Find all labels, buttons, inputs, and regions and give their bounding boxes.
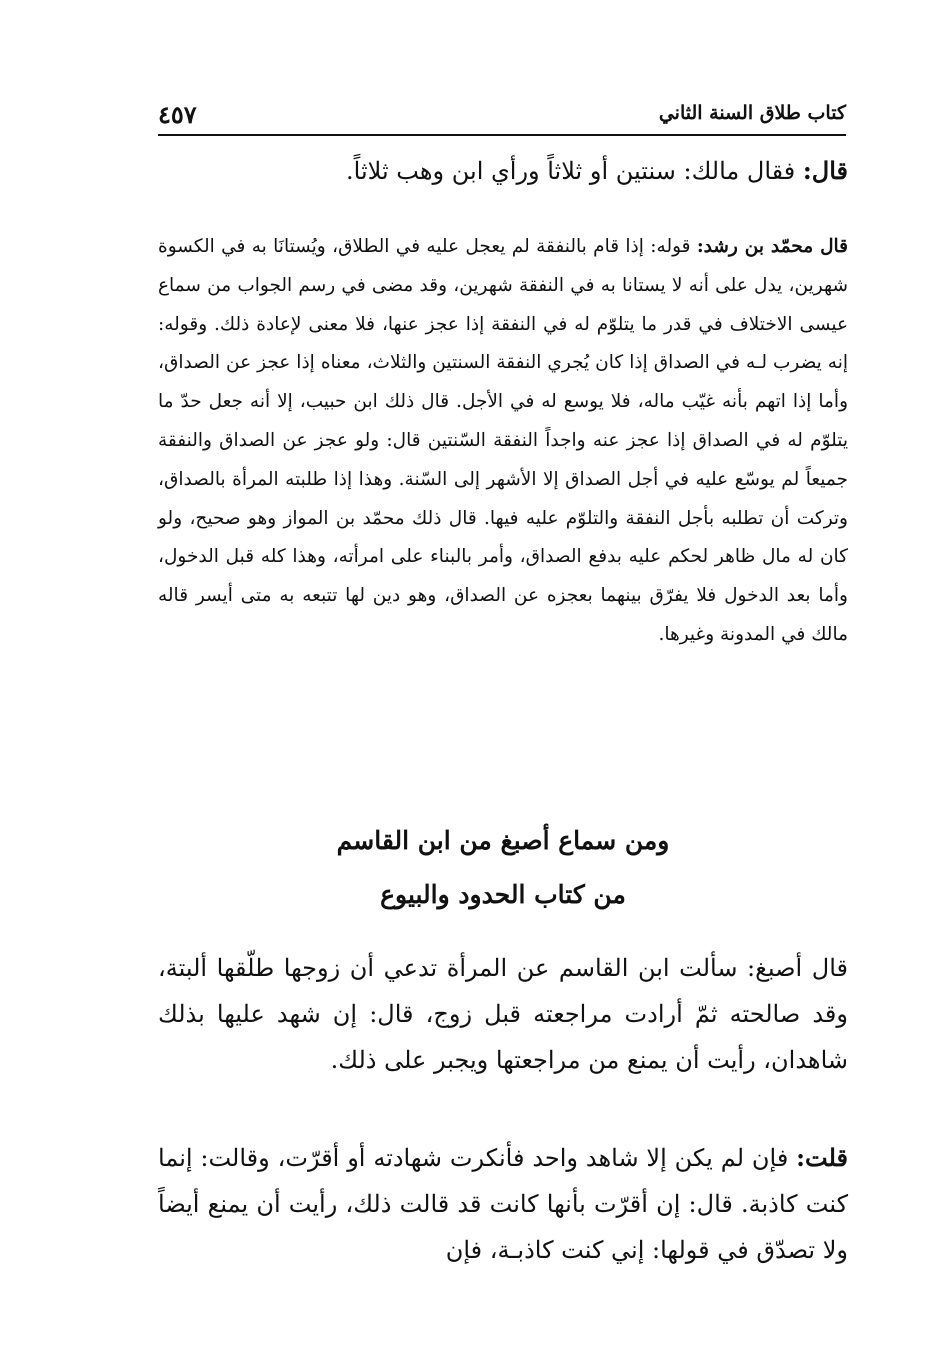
paragraph-1-lead: قال:	[802, 156, 848, 185]
paragraph-4-text: فإن لم يكن إلا شاهد واحد فأنكرت شهادته أو أقرّت، وقالت: إنما كنت كاذبة. قال: إن أقرّت بأنها كانت قد قالت ذلك، رأيت أن يمنع أيضاً ولا تصدّق في قولها: إني كنت كاذبـة، فإن	[158, 1144, 848, 1264]
section-heading-line-2: من كتاب الحدود والبيوع	[380, 880, 626, 909]
book-title: كتاب طلاق السنة الثاني	[658, 102, 846, 124]
paragraph-1-text: فقال مالك: سنتين أو ثلاثاً ورأي ابن وهب ثلاثاً.	[346, 157, 803, 185]
running-header	[158, 100, 846, 136]
page-number: ٤٥٧	[158, 100, 197, 129]
paragraph-3-text: قال أصبغ: سألت ابن القاسم عن المرأة تدعي أن زوجها طلّقها ألبتة، وقد صالحته ثمّ أرادت مراجعته قبل زوج، قال: إن شهد عليها بذلك شاهدان، رأيت أن يمنع من مراجعتها ويجبر على ذلك.	[158, 954, 849, 1074]
paragraph-4	[158, 1135, 848, 1273]
paragraph-4-lead: قلت:	[796, 1143, 848, 1172]
paragraph-2	[158, 228, 848, 655]
paragraph-2-text: قوله: إذا قام بالنفقة لم يعجل عليه في الطلاق، ويُستانَا به في الكسوة شهرين، يدل على أنه لا يستانا به في النفقة شهرين، وقد مضى في رسم الجواب من سماع عيسى الاختلاف في قدر ما يتلوّم له في النفقة إذا عجز عنها، فلا معنى لإعادة ذلك. وقوله: إنه يضرب لـه في الصداق إذا كان يُجري النفقة السنتين والثلاث، معناه إذا عجز عن الصداق، وأما إذا اتهم بأنه غيّب ماله، فلا يوسع له في الأجل. قال ذلك ابن حبيب، إلا أنه جعل حدّ ما يتلوّم له في الصداق إذا عجز عنه واجداً النفقة السّنتين قال: ولو عجز عن الصداق والنفقة جميعاً لم يوسّع عليه في أجل الصداق إلا الأشهر إلى السّنة. وهذا إذا طلبته المرأة بالصداق، وتركت أن تطلبه بأجل النفقة والتلوّم عليه فيها. قال ذلك محمّد بن المواز وهو صحيح، ولو كان له مال ظاهر لحكم عليه بدفع الصداق، وأمر بالبناء على امرأته، وهذا كله قبل الدخول، وأما بعد الدخول فلا يفرّق بينهما بعجزه عن الصداق، وهو دين لها تتبعه به متى أيسر قاله مالك في المدونة وغيرها.	[158, 236, 848, 645]
paragraph-1	[158, 148, 848, 194]
paragraph-3	[158, 945, 848, 1083]
paragraph-2-lead: قال محمّد بن رشد:	[696, 236, 848, 257]
section-heading-line-1: ومن سماع أصبغ من ابن القاسم	[336, 826, 670, 855]
